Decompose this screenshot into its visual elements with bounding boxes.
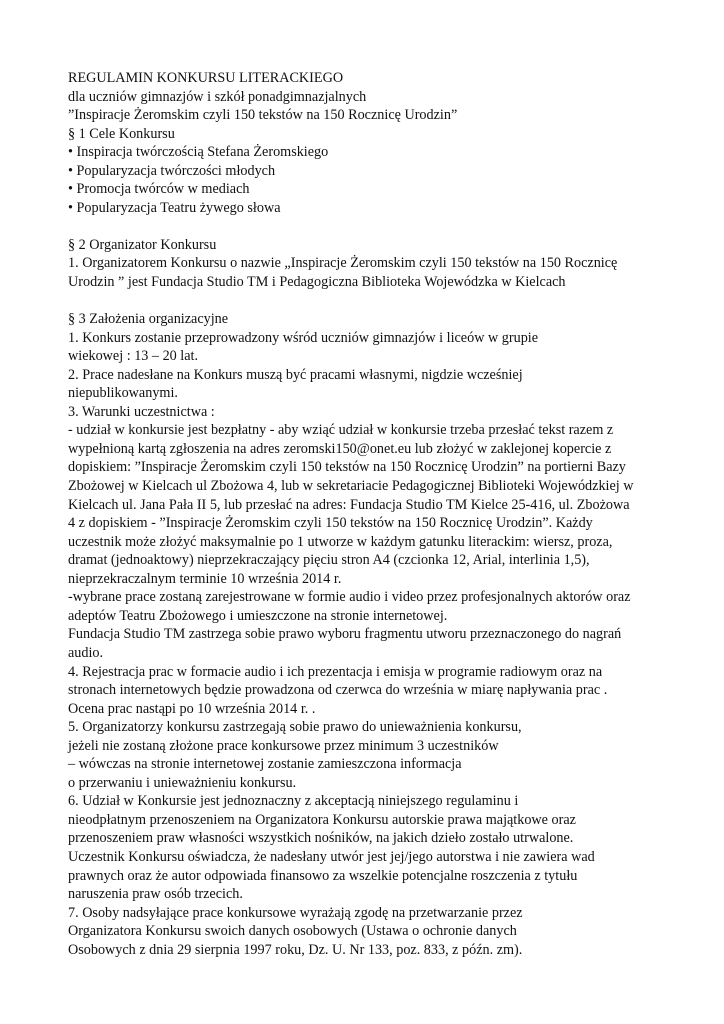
document-line: -wybrane prace zostaną zarejestrowane w formie audio i video przez profesjonalnych aktorów oraz — [68, 589, 631, 606]
document-line: REGULAMIN KONKURSU LITERACKIEGO — [68, 70, 344, 86]
document-line: Uczestnik Konkursu oświadcza, że nadesłany utwór jest jej/jego autorstwa i nie zawiera wad — [68, 848, 595, 865]
document-line: Kielcach ul. Jana Pała II 5, lub przesłać na adres: Fundacja Studio TM Kielce 25-416, ul. Zbożowa — [68, 496, 630, 513]
document-body — [68, 69, 684, 959]
document-line: § 1 Cele Konkursu — [68, 125, 175, 142]
document-line: przenoszeniem praw własności wszystkich nośników, na jakich dzieło zostało utrwalone. — [68, 830, 574, 847]
document-line: adeptów Teatru Zbożowego i umieszczone na stronie internetowej. — [68, 607, 448, 624]
document-line: Organizatora Konkursu swoich danych osobowych (Ustawa o ochronie danych — [68, 923, 517, 940]
document-line: 4. Rejestracja prac w formacie audio i ich prezentacja i emisja w programie radiowym oraz na — [68, 663, 603, 680]
document-line: – wówczas na stronie internetowej zostanie zamieszczona informacja — [68, 756, 462, 773]
document-line: naruszenia praw osób trzecich. — [68, 886, 243, 903]
document-line: wiekowej : 13 – 20 lat. — [68, 348, 199, 365]
document-line: prawnych oraz że autor odpowiada finansowo za wszelkie potencjalne roszczenia z tytułu — [68, 867, 578, 884]
document-line: 1. Konkurs zostanie przeprowadzony wśród uczniów gimnazjów i liceów w grupie — [68, 329, 539, 346]
blank-line — [68, 292, 684, 311]
document-line: ”Inspiracje Żeromskim czyli 150 tekstów na 150 Rocznicę Urodzin” — [68, 107, 458, 124]
document-line: • Popularyzacja Teatru żywego słowa — [68, 199, 281, 216]
document-line: Osobowych z dnia 29 sierpnia 1997 roku, Dz. U. Nr 133, poz. 833, z późn. zm). — [68, 941, 523, 958]
document-line: Fundacja Studio TM zastrzega sobie prawo wyboru fragmentu utworu przeznaczonego do nagrań — [68, 626, 622, 643]
document-line: 2. Prace nadesłane na Konkurs muszą być pracami własnymi, nigdzie wcześniej — [68, 366, 523, 383]
document-line: dla uczniów gimnazjów i szkół ponadgimnazjalnych — [68, 88, 367, 105]
document-line: 7. Osoby nadsyłające prace konkursowe wyrażają zgodę na przetwarzanie przez — [68, 904, 523, 921]
document-line: wypełnioną kartą zgłoszenia na adres zeromski150@onet.eu lub złożyć w zaklejonej kopercie z — [68, 440, 612, 457]
document-line: dramat (jednoaktowy) nieprzekraczający pięciu stron A4 (czcionka 12, Arial, interlinia 1,5), — [68, 552, 590, 569]
document-line: 1. Organizatorem Konkursu o nazwie „Inspiracje Żeromskim czyli 150 tekstów na 150 Rocznicę — [68, 255, 618, 272]
document-line: - udział w konkursie jest bezpłatny - aby wziąć udział w konkursie trzeba przesłać tekst razem z — [68, 422, 614, 439]
document-line: 6. Udział w Konkursie jest jednoznaczny z akceptacją niniejszego regulaminu i — [68, 793, 519, 810]
document-line: jeżeli nie zostaną złożone prace konkursowe przez minimum 3 uczestników — [68, 737, 499, 754]
document-line: Urodzin ” jest Fundacja Studio TM i Pedagogiczna Biblioteka Wojewódzka w Kielcach — [68, 274, 566, 291]
document-line: dopiskiem: ”Inspiracje Żeromskim czyli 150 tekstów na 150 Rocznicę Urodzin” na portierni Bazy — [68, 459, 626, 476]
document-line: nieprzekraczalnym terminie 10 września 2014 r. — [68, 570, 342, 587]
document-line: 5. Organizatorzy konkursu zastrzegają sobie prawo do unieważnienia konkursu, — [68, 719, 522, 736]
document-line: uczestnik może złożyć maksymalnie po 1 utworze w każdym gatunku literackim: wiersz, proza, — [68, 533, 613, 550]
document-line: § 3 Założenia organizacyjne — [68, 311, 229, 328]
document-line: 4 z dopiskiem - ”Inspiracje Żeromskim czyli 150 tekstów na 150 Rocznicę Urodzin”. Każdy — [68, 515, 593, 532]
blank-line — [68, 217, 684, 236]
document-line: Ocena prac nastąpi po 10 września 2014 r. . — [68, 700, 316, 717]
document-line: stronach internetowych będzie prowadzona od czerwca do września w miarę napływania prac . — [68, 682, 608, 699]
document-line: • Inspiracja twórczością Stefana Żeromskiego — [68, 144, 329, 161]
document-line: niepublikowanymi. — [68, 385, 178, 402]
document-line: Zbożowej w Kielcach ul Zbożowa 4, lub w sekretariacie Pedagogicznej Biblioteki Wojewódzkiej w — [68, 478, 634, 495]
document-line: audio. — [68, 644, 104, 661]
document-line: § 2 Organizator Konkursu — [68, 236, 217, 253]
document-line: o przerwaniu i unieważnieniu konkursu. — [68, 774, 297, 791]
document-line: • Promocja twórców w mediach — [68, 181, 250, 198]
document-line: • Popularyzacja twórczości młodych — [68, 162, 276, 179]
document-line: 3. Warunki uczestnictwa : — [68, 403, 215, 420]
document-line: nieodpłatnym przenoszeniem na Organizatora Konkursu autorskie prawa majątkowe oraz — [68, 811, 576, 828]
